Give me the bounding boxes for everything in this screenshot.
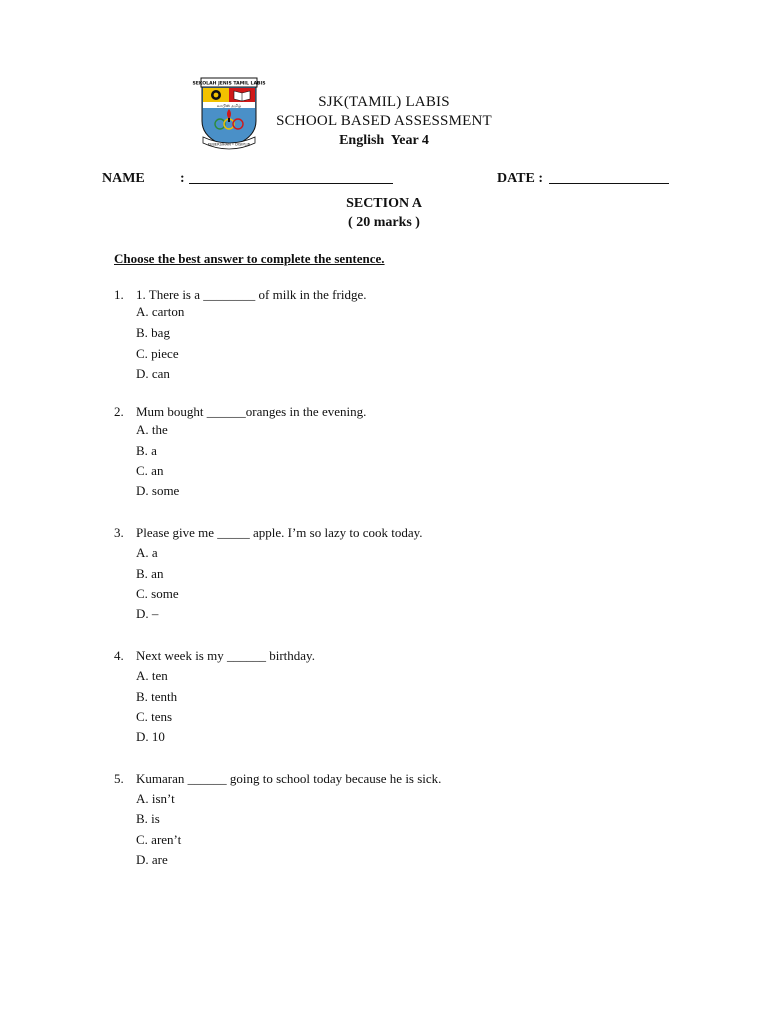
answer-option: B. bag (136, 325, 170, 340)
svg-text:SEKOLAH JENIS TAMIL LABIS: SEKOLAH JENIS TAMIL LABIS (192, 81, 266, 87)
answer-option: C. some (136, 586, 179, 601)
answer-option: A. carton (136, 304, 185, 319)
question-number: 3. (114, 525, 124, 540)
instruction-text: Choose the best answer to complete the sentence. (114, 251, 385, 266)
question-number: 1. (114, 287, 124, 302)
answer-option: D. can (136, 366, 170, 381)
name-field-label: NAME (102, 171, 145, 186)
answer-option: B. tenth (136, 689, 178, 704)
answer-option: D. – (136, 606, 159, 621)
answer-option: D. 10 (136, 729, 165, 744)
school-name: SJK(TAMIL) LABIS (318, 94, 450, 110)
name-field[interactable] (189, 171, 393, 189)
question-text: Mum bought ______oranges in the evening. (136, 404, 367, 419)
school-logo (192, 77, 266, 153)
question-number: 4. (114, 648, 124, 663)
section-marks: ( 20 marks ) (348, 215, 420, 230)
answer-option: B. is (136, 811, 160, 826)
date-field[interactable] (549, 171, 669, 189)
question-text: Please give me _____ apple. I’m so lazy to cook today. (136, 525, 423, 540)
answer-option: A. a (136, 545, 158, 560)
answer-option: C. an (136, 463, 164, 478)
answer-option: A. ten (136, 668, 168, 683)
answer-option: C. tens (136, 709, 173, 724)
section-title: SECTION A (346, 196, 422, 211)
answer-option: B. a (136, 443, 157, 458)
answer-option: C. aren’t (136, 832, 182, 847)
name-field-colon: : (180, 171, 185, 186)
svg-text:லாபிஸ் தமிழ்: லாபிஸ் தமிழ் (216, 102, 242, 108)
date-field-label: DATE : (497, 171, 544, 186)
answer-option: A. the (136, 422, 168, 437)
question-number: 2. (114, 404, 124, 419)
answer-option: A. isn’t (136, 791, 175, 806)
answer-option: B. an (136, 566, 164, 581)
assessment-title: SCHOOL BASED ASSESSMENT (276, 113, 492, 129)
question-text: Next week is my ______ birthday. (136, 648, 315, 663)
question-number: 5. (114, 771, 124, 786)
svg-text:KEBERSIHAN • DISIPLIN: KEBERSIHAN • DISIPLIN (207, 142, 251, 147)
question-text: 1. There is a ________ of milk in the fridge. (136, 287, 367, 302)
answer-option: C. piece (136, 346, 179, 361)
question-text: Kumaran ______ going to school today because he is sick. (136, 771, 442, 786)
answer-option: D. are (136, 852, 168, 867)
answer-option: D. some (136, 483, 180, 498)
subject-line: English Year 4 (339, 133, 429, 148)
